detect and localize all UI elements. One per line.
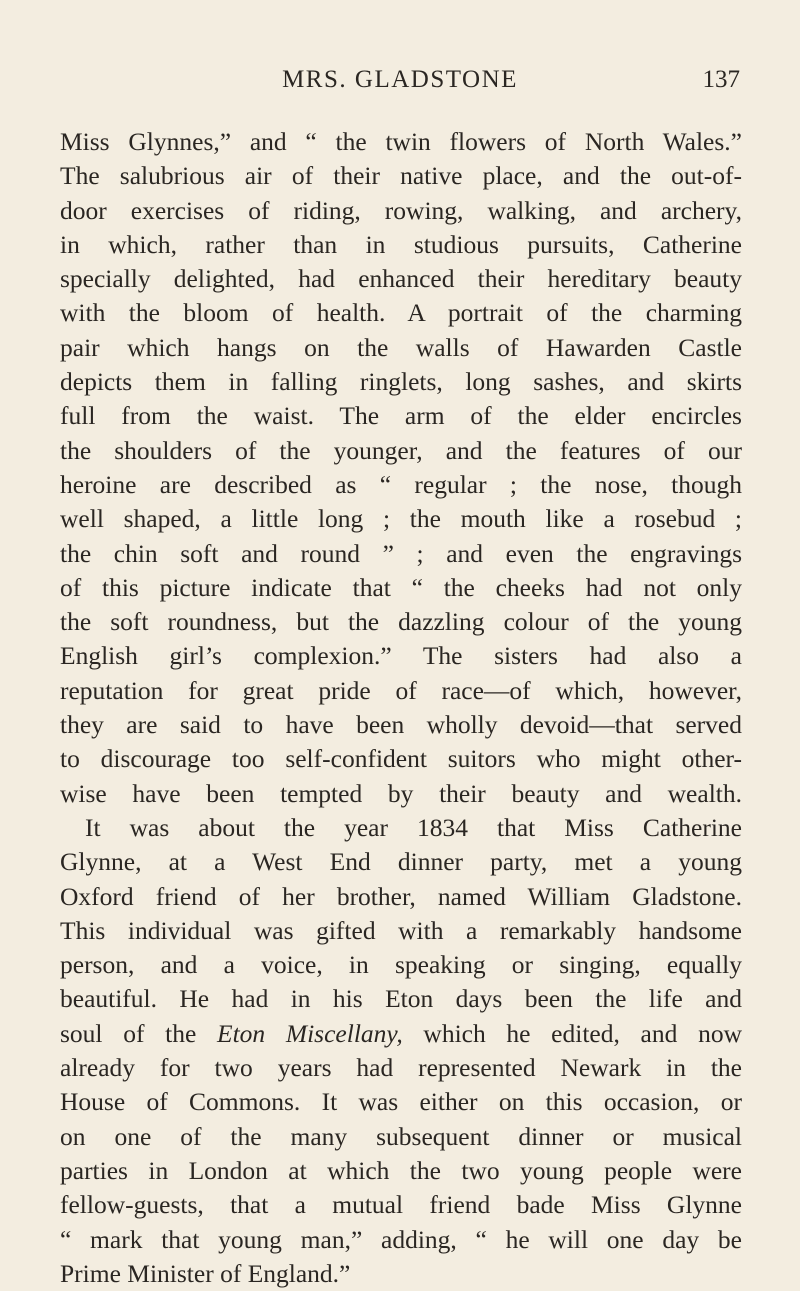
text-line: to discourage too self-confident suitors who might other- (60, 744, 742, 774)
text-line: door exercises of riding, rowing, walking, and archery, (60, 195, 742, 225)
text-line-with-italic-title (60, 1017, 742, 1051)
italic-title: Eton Miscellany, (217, 1018, 403, 1048)
text-line: This individual was gifted with a remarkably handsome (60, 915, 742, 945)
text-line: person, and a voice, in speaking or singing, equally (60, 950, 742, 980)
text-line: Prime Minister of England.” (60, 1258, 351, 1288)
body-text (60, 125, 742, 1291)
text-line: the shoulders of the younger, and the features of our (60, 435, 742, 465)
text-line: already for two years had represented Newark in the (60, 1053, 742, 1083)
text-line: heroine are described as “ regular ; the nose, though (60, 469, 742, 499)
text-run: soul of the (60, 1018, 217, 1048)
text-line: House of Commons. It was either on this occasion, or (60, 1087, 742, 1117)
text-line: with the bloom of health. A portrait of the charming (60, 298, 742, 328)
text-line: The salubrious air of their native place, and the out-of- (60, 161, 742, 191)
text-line: they are said to have been wholly devoid—that served (60, 710, 742, 740)
text-line: reputation for great pride of race—of which, however, (60, 675, 742, 705)
text-line: Glynne, at a West End dinner party, met a young (60, 847, 742, 877)
text-line: well shaped, a little long ; the mouth like a rosebud ; (60, 504, 742, 534)
text-line: Miss Glynnes,” and “ the twin flowers of North Wales.” (60, 127, 742, 156)
text-line: parties in London at which the two young people were (60, 1155, 742, 1185)
text-line: in which, rather than in studious pursuits, Catherine (60, 229, 742, 259)
text-line: wise have been tempted by their beauty and wealth. (60, 778, 742, 808)
paragraph-first-line: It was about the year 1834 that Miss Catherine (85, 812, 742, 842)
text-line: on one of the many subsequent dinner or musical (60, 1121, 742, 1151)
running-head: MRS. GLADSTONE (282, 66, 518, 93)
text-line: Oxford friend of her brother, named William Gladstone. (60, 881, 742, 911)
page-header (60, 66, 740, 106)
text-run: which he edited, and now (402, 1018, 742, 1048)
text-line: fellow-guests, that a mutual friend bade Miss Glynne (60, 1190, 742, 1220)
page-number: 137 (702, 66, 740, 93)
text-line: the chin soft and round ” ; and even the engravings (60, 538, 742, 568)
text-line: beautiful. He had in his Eton days been the life and (60, 984, 742, 1014)
text-line: specially delighted, had enhanced their hereditary beauty (60, 264, 742, 294)
text-line: pair which hangs on the walls of Hawarden Castle (60, 332, 742, 362)
text-line: English girl’s complexion.” The sisters had also a (60, 641, 742, 671)
text-line: full from the waist. The arm of the elder encircles (60, 401, 742, 431)
text-line: “ mark that young man,” adding, “ he will one day be (60, 1224, 742, 1254)
text-line: the soft roundness, but the dazzling colour of the young (60, 607, 742, 637)
text-line: depicts them in falling ringlets, long sashes, and skirts (60, 367, 742, 397)
text-line: of this picture indicate that “ the cheeks had not only (60, 572, 742, 602)
